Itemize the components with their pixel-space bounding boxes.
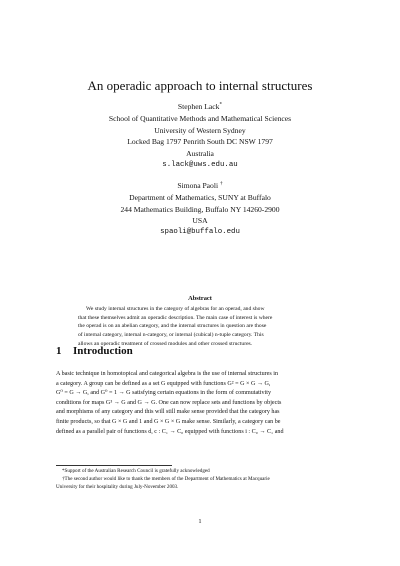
footnotes xyxy=(56,468,346,491)
affiliation-line: University of Western Sydney xyxy=(154,125,246,135)
footnote-marker: † xyxy=(219,180,223,187)
abstract-line: allows an operadic treatment of crossed modules and other crossed structures. xyxy=(78,340,253,347)
section-body xyxy=(56,370,346,437)
affiliation-line: Australia xyxy=(186,149,214,159)
abstract-line: We study internal structures in the category of algebras for an operad, and show xyxy=(86,306,265,312)
footnote-marker: * xyxy=(219,101,223,108)
affiliation-line: Locked Bag 1797 Penrith South DC NSW 1797 xyxy=(127,137,273,147)
body-line: conditions for maps G³ → G and G → G. One can now replace sets and functions by objects xyxy=(56,399,282,406)
abstract-line: of internal category, internal n-category, or internal (cubical) n-tuple category. This xyxy=(78,332,264,339)
author-name: Stephen Lack* xyxy=(177,101,223,111)
author-block-2 xyxy=(0,180,400,239)
author-block-1 xyxy=(0,101,400,172)
abstract-heading: Abstract xyxy=(188,295,212,302)
footnote-line: *Support of the Australian Research Council is gratefully acknowledged xyxy=(62,468,210,474)
affiliation-line: Department of Mathematics, SUNY at Buffalo xyxy=(129,192,271,202)
body-line: finite products, so that G × G and 1 and G × G × G make sense. Similarly, a category can be xyxy=(56,418,281,425)
body-line: A basic technique in homotopical and categorical algebra is the use of internal structures in xyxy=(56,371,279,377)
section-title: Introduction xyxy=(73,345,133,357)
author-email[interactable]: s.lack@uws.edu.au xyxy=(162,160,238,169)
abstract-line: the operad is on an abelian category, and the internal structures in question are those xyxy=(78,323,267,330)
affiliation-line: School of Quantitative Methods and Mathematical Sciences xyxy=(108,113,292,123)
affiliation-line: 244 Mathematics Building, Buffalo NY 14260-2900 xyxy=(120,204,280,214)
section-heading xyxy=(56,344,133,358)
body-line: a category. A group can be defined as a set G equipped with functions G² = G × G → G, xyxy=(56,380,271,387)
abstract-body xyxy=(78,305,322,349)
paper-title: An operadic approach to internal structures xyxy=(87,78,313,93)
body-line: G⁰ = G → G, and G⁰ = 1 → G satisfying certain equations in the form of commutativity xyxy=(56,390,272,397)
footnote-divider xyxy=(56,465,172,466)
affiliation-line: USA xyxy=(192,216,208,226)
section-number: 1 xyxy=(56,345,62,357)
footnote-line: †The second author would like to thank the members of the Department of Mathematics at Macquarie xyxy=(62,475,270,482)
author-name: Simona Paoli † xyxy=(177,180,223,190)
page-number: 1 xyxy=(198,518,202,525)
body-line: defined as a parallel pair of functions d, c : C₁ → C₀ equipped with functions i : C₀ → C₁ and xyxy=(56,428,284,435)
abstract-line: that these themselves admit an operadic description. The main case of interest is where xyxy=(78,314,273,321)
body-line: and morphisms of any category and this will still make sense provided that the category has xyxy=(56,409,280,416)
author-email[interactable]: spaoli@buffalo.edu xyxy=(160,228,240,237)
footnote-line: University for their hospitality during July-November 2003. xyxy=(56,483,179,490)
